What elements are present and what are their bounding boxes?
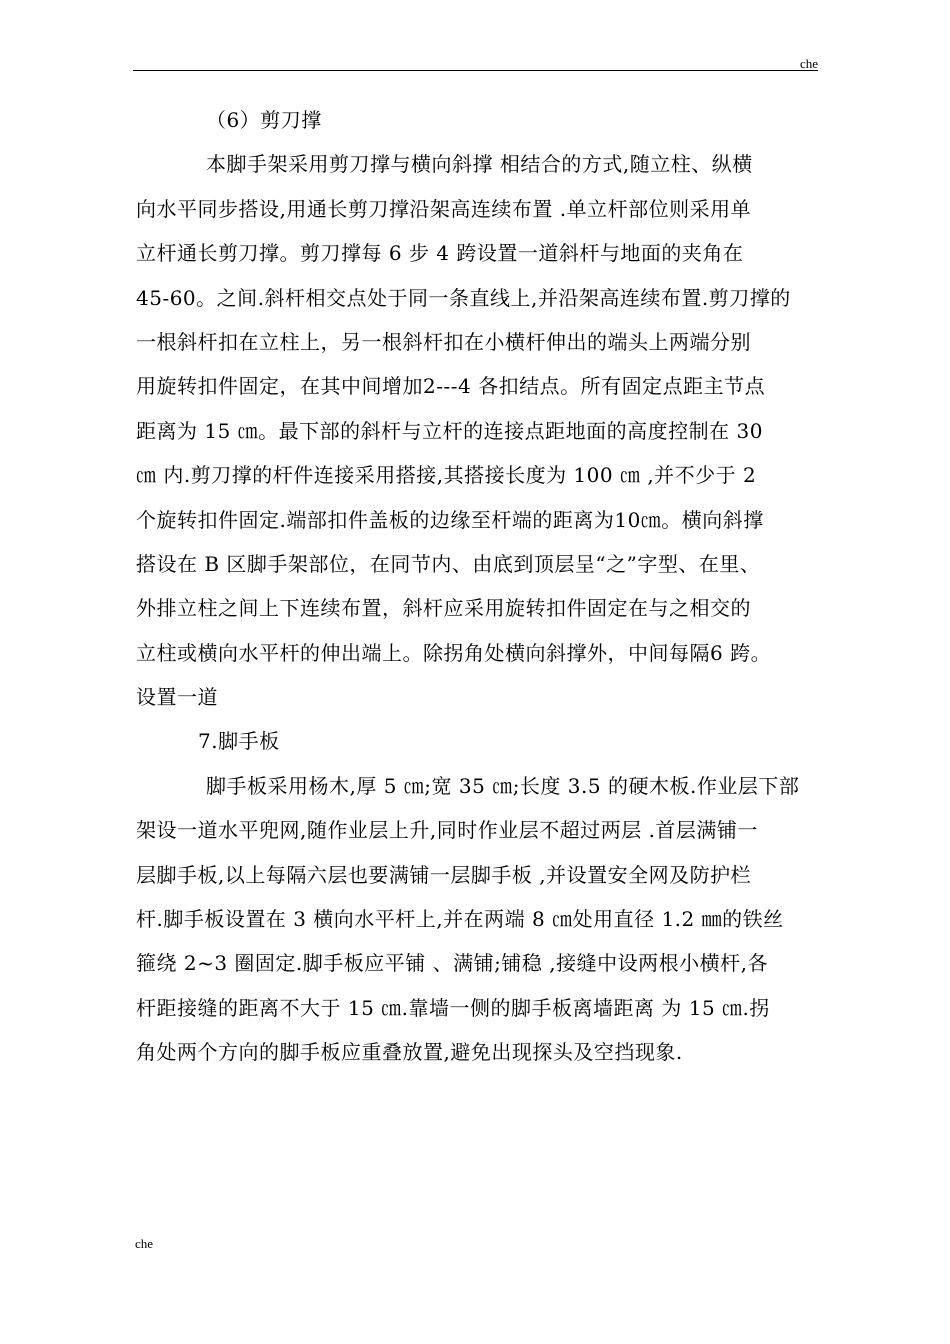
document-body [136, 98, 820, 1075]
paragraph-line: 用旋转扣件固定，在其中间增加2---4 各扣结点。所有固定点距主节点 [136, 374, 766, 399]
paragraph-line: 一根斜杆扣在立柱上，另一根斜杆扣在小横杆伸出的端头上两端分别 [136, 329, 751, 354]
paragraph-line: 搭设在 B 区脚手架部位，在同节内、由底到顶层呈“之”字型、在里、 [136, 551, 761, 576]
paragraph-line: 角处两个方向的脚手板应重叠放置,避免出现探头及空挡现象. [136, 1040, 683, 1065]
section-heading: （6）剪刀撑 [206, 108, 322, 132]
paragraph-line: 立柱或横向水平杆的伸出端上。除拐角处横向斜撑外，中间每隔6 跨。 [136, 640, 772, 665]
paragraph-line: 向水平同步搭设,用通长剪刀撑沿架高连续布置 .单立杆部位则采用单 [136, 196, 752, 221]
paragraph-line: 箍绕 2~3 圈固定.脚手板应平铺 、满铺;铺稳 ,接缝中设两根小横杆,各 [136, 951, 768, 976]
paragraph-line: 脚手板采用杨木,厚 5 ㎝;宽 35 ㎝;长度 3.5 的硬木板.作业层下部 [206, 773, 800, 798]
section-heading: 7.脚手板 [198, 729, 280, 754]
paragraph-line: 外排立柱之间上下连续布置，斜杆应采用旋转扣件固定在与之相交的 [136, 596, 751, 621]
paragraph-line: 层脚手板,以上每隔六层也要满铺一层脚手板 ,并设置安全网及防护栏 [136, 862, 752, 887]
header-rule [133, 70, 818, 71]
paragraph-line: 杆.脚手板设置在 3 横向水平杆上,并在两端 8 ㎝处用直径 1.2 ㎜的铁丝 [136, 907, 784, 932]
page-header-text: che [799, 56, 818, 71]
paragraph-line: 设置一道 [136, 685, 218, 710]
paragraph-line: 立杆通长剪刀撑。剪刀撑每 6 步 4 跨设置一道斜杆与地面的夹角在 [136, 241, 744, 266]
paragraph-line: 距离为 15 ㎝。最下部的斜杆与立杆的连接点距地面的高度控制在 30 [136, 418, 763, 443]
paragraph-line: ㎝ 内.剪刀撑的杆件连接采用搭接,其搭接长度为 100 ㎝ ,并不少于 2 [136, 463, 757, 488]
paragraph-line: 个旋转扣件固定.端部扣件盖板的边缘至杆端的距离为10㎝。横向斜撑 [136, 507, 764, 532]
paragraph-line: 本脚手架采用剪刀撑与横向斜撑 相结合的方式,随立柱、纵横 [206, 152, 753, 177]
paragraph-line: 45-60。之间.斜杆相交点处于同一条直线上,并沿架高连续布置.剪刀撑的 [136, 285, 791, 310]
page-footer-text: che [135, 1236, 154, 1251]
paragraph-line: 杆距接缝的距离不大于 15 ㎝.靠墙一侧的脚手板离墙距离 为 15 ㎝.拐 [136, 995, 770, 1020]
paragraph-line: 架设一道水平兜网,随作业层上升,同时作业层不超过两层 .首层满铺一 [136, 818, 758, 843]
